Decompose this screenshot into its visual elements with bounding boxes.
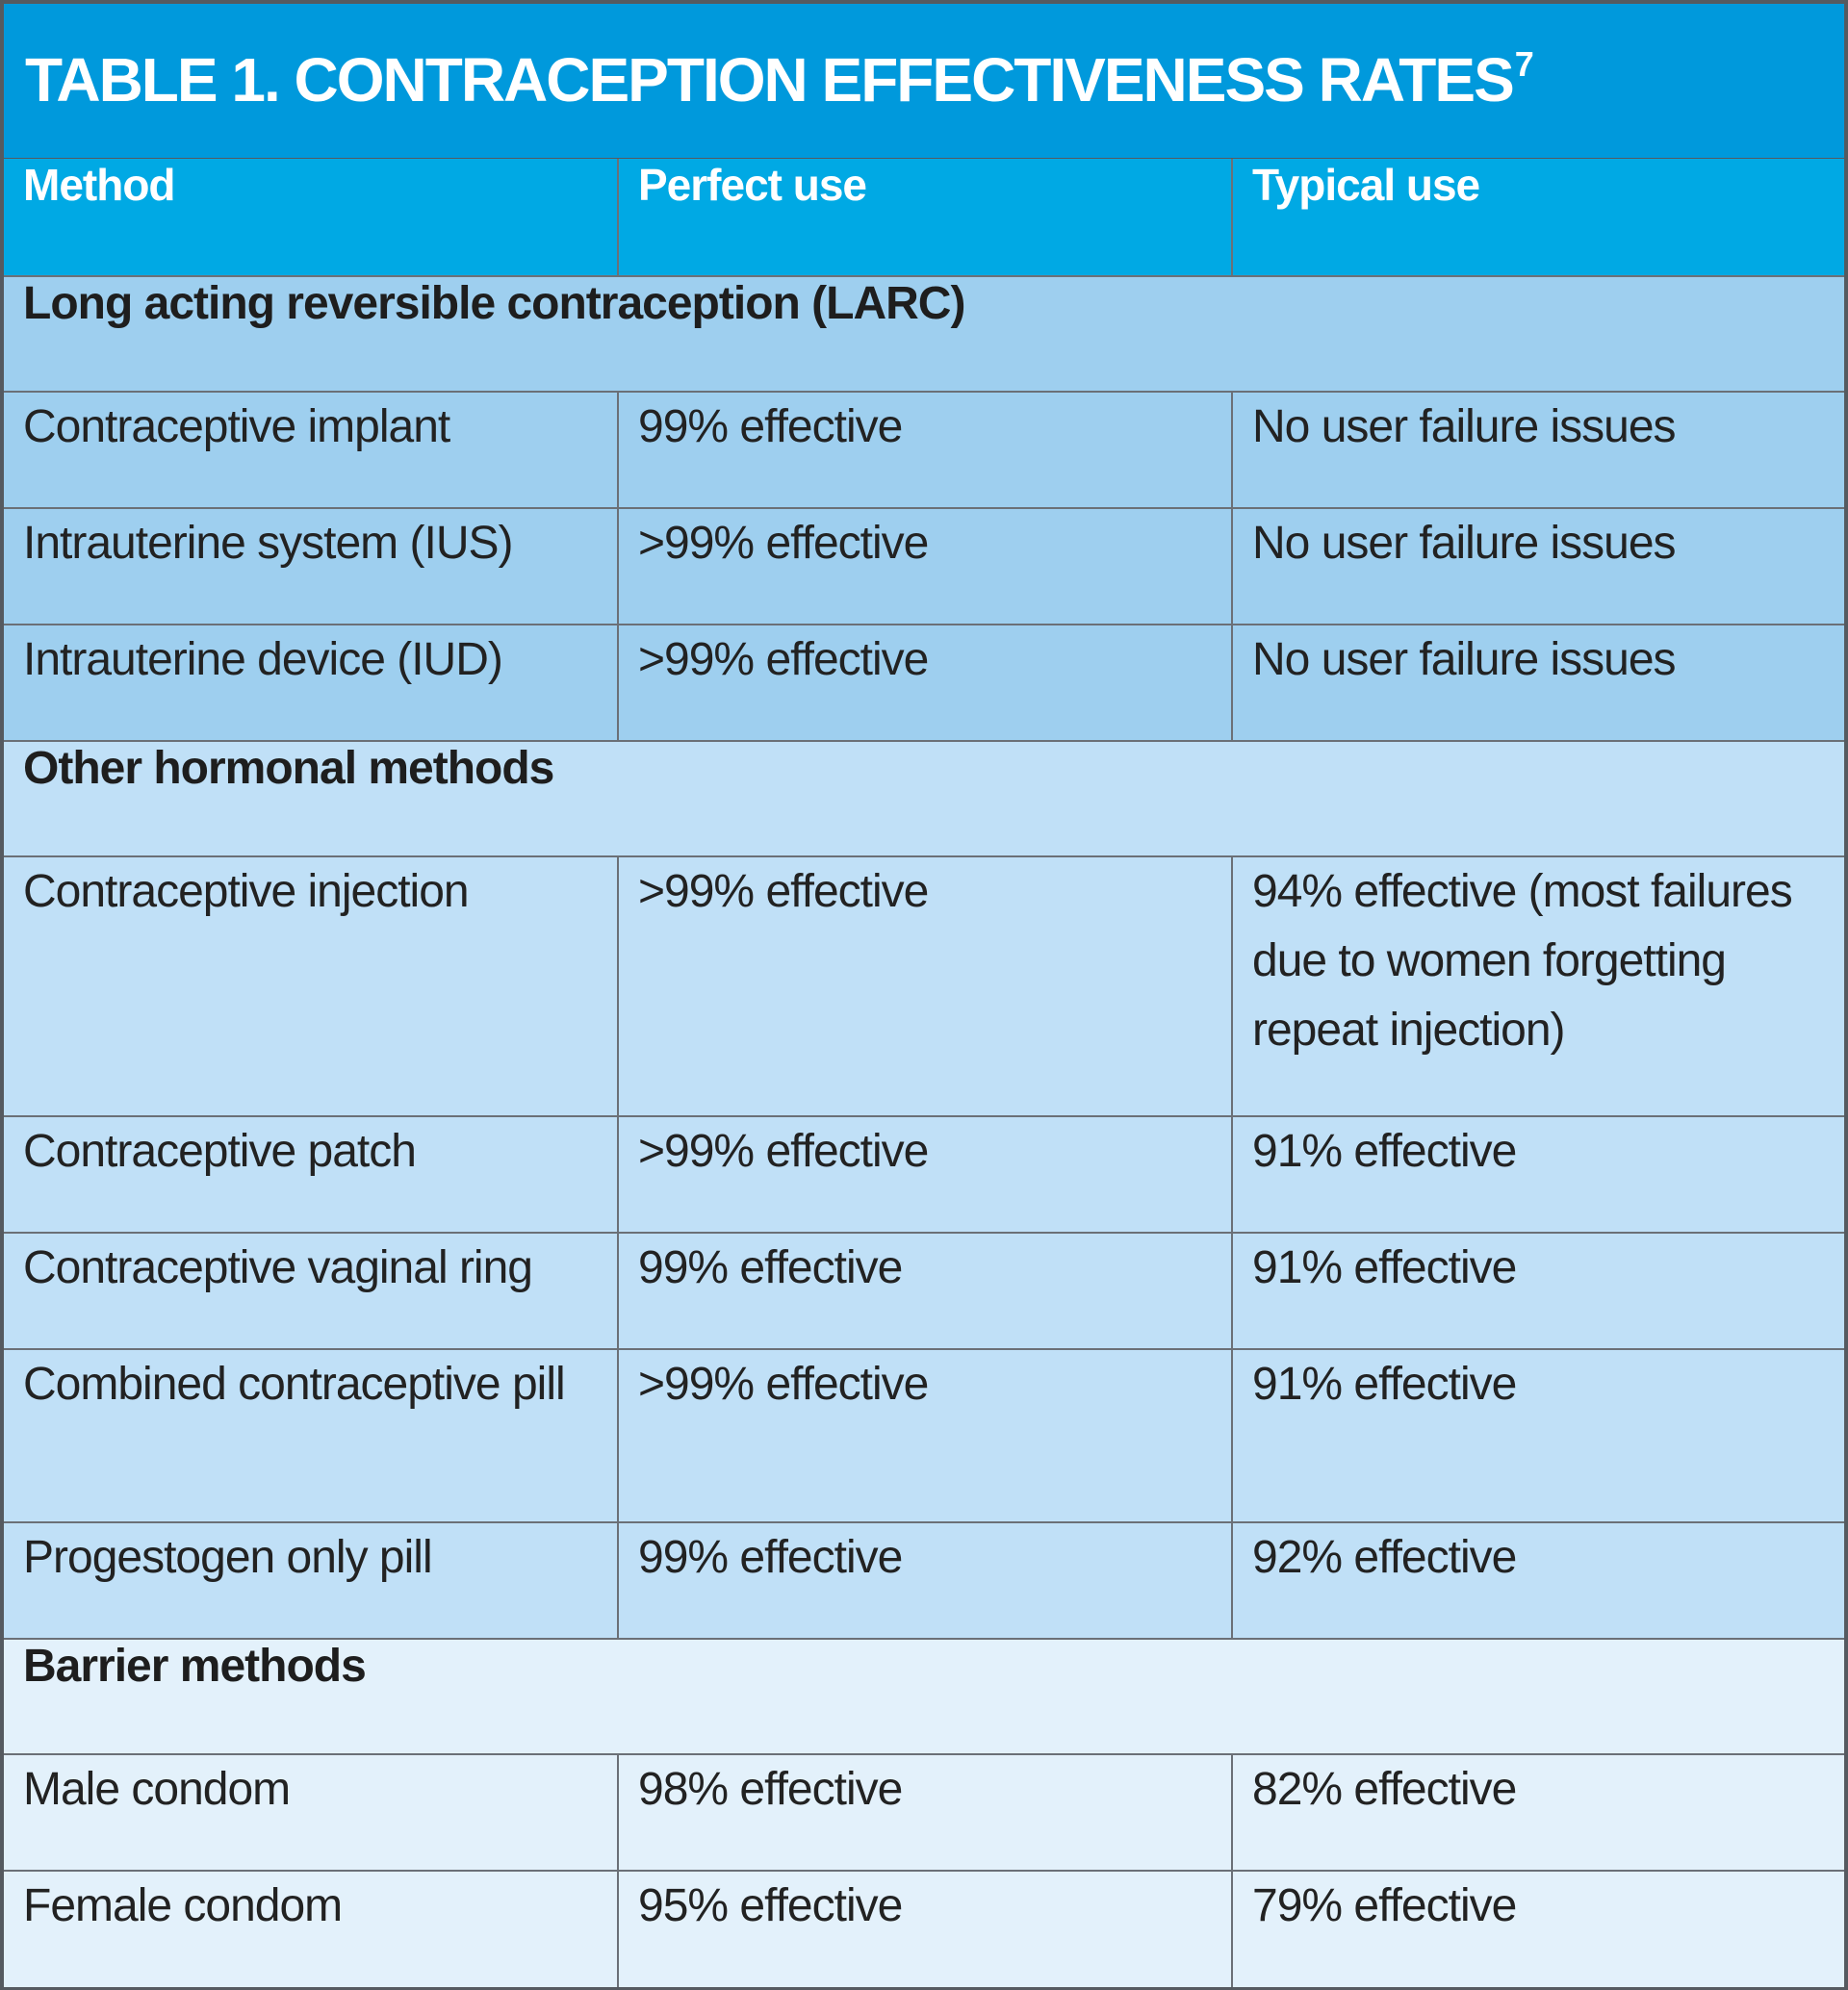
section-heading: Barrier methods	[4, 1639, 1844, 1754]
table-row	[4, 1116, 1844, 1233]
typical-use-cell: 91% effective	[1232, 1349, 1844, 1522]
section-heading: Other hormonal methods	[4, 741, 1844, 856]
table-title	[25, 44, 1532, 115]
perfect-use-cell: >99% effective	[618, 1349, 1232, 1522]
method-cell: Female condom	[4, 1871, 618, 1987]
column-header-perfect-use: Perfect use	[618, 159, 1232, 276]
header-row	[4, 159, 1844, 276]
table-row	[4, 392, 1844, 508]
method-cell: Contraceptive injection	[4, 856, 618, 1116]
method-cell: Combined contraceptive pill	[4, 1349, 618, 1522]
perfect-use-cell: >99% effective	[618, 1116, 1232, 1233]
typical-use-cell: 79% effective	[1232, 1871, 1844, 1987]
typical-use-cell: 94% effective (most failures due to women forgetting repeat injection)	[1232, 856, 1844, 1116]
typical-use-cell: No user failure issues	[1232, 508, 1844, 625]
table-row	[4, 508, 1844, 625]
typical-use-cell: 91% effective	[1232, 1233, 1844, 1349]
section-row-barrier	[4, 1639, 1844, 1754]
table-row	[4, 1522, 1844, 1639]
title-footnote-ref: 7	[1514, 44, 1532, 84]
method-cell: Intrauterine system (IUS)	[4, 508, 618, 625]
perfect-use-cell: >99% effective	[618, 856, 1232, 1116]
typical-use-cell: 82% effective	[1232, 1754, 1844, 1871]
table-row	[4, 1871, 1844, 1987]
perfect-use-cell: 99% effective	[618, 1233, 1232, 1349]
column-header-method: Method	[4, 159, 618, 276]
typical-use-cell: 91% effective	[1232, 1116, 1844, 1233]
table-row	[4, 1349, 1844, 1522]
method-cell: Male condom	[4, 1754, 618, 1871]
perfect-use-cell: 99% effective	[618, 1522, 1232, 1639]
perfect-use-cell: >99% effective	[618, 508, 1232, 625]
perfect-use-cell: 98% effective	[618, 1754, 1232, 1871]
method-cell: Contraceptive vaginal ring	[4, 1233, 618, 1349]
column-header-typical-use: Typical use	[1232, 159, 1844, 276]
title-bar	[4, 4, 1844, 158]
section-row-larc	[4, 276, 1844, 392]
method-cell: Intrauterine device (IUD)	[4, 625, 618, 741]
method-cell: Progestogen only pill	[4, 1522, 618, 1639]
table-title-text: TABLE 1. CONTRACEPTION EFFECTIVENESS RATES	[25, 45, 1513, 115]
typical-use-cell: No user failure issues	[1232, 625, 1844, 741]
perfect-use-cell: >99% effective	[618, 625, 1232, 741]
perfect-use-cell: 95% effective	[618, 1871, 1232, 1987]
typical-use-cell: 92% effective	[1232, 1522, 1844, 1639]
section-row-hormonal	[4, 741, 1844, 856]
effectiveness-table	[4, 159, 1844, 1987]
table-row	[4, 856, 1844, 1116]
table-row	[4, 1754, 1844, 1871]
method-cell: Contraceptive patch	[4, 1116, 618, 1233]
method-cell: Contraceptive implant	[4, 392, 618, 508]
perfect-use-cell: 99% effective	[618, 392, 1232, 508]
section-heading: Long acting reversible contraception (LARC)	[4, 276, 1844, 392]
table-row	[4, 1233, 1844, 1349]
table-row	[4, 625, 1844, 741]
typical-use-cell: No user failure issues	[1232, 392, 1844, 508]
